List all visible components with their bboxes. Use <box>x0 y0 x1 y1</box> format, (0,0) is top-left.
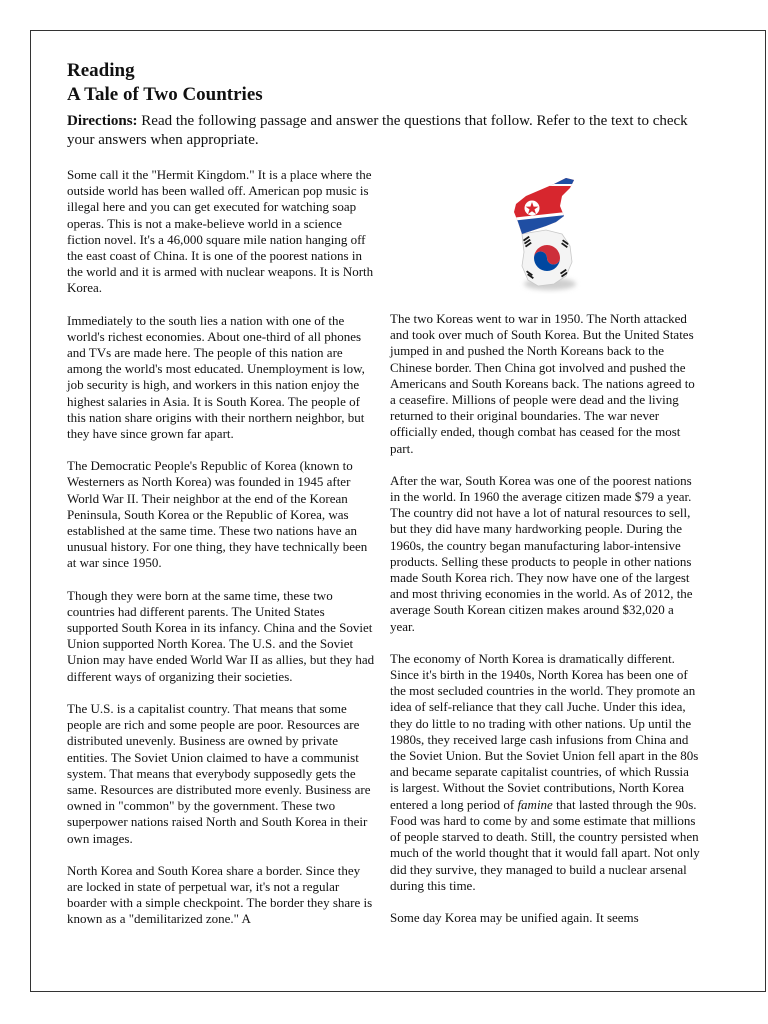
page-title: A Tale of Two Countries <box>67 84 263 105</box>
korea-flag-map-icon <box>510 176 584 294</box>
paragraph-parents: Though they were born at the same time, these two countries had different parents. The United States supported South Korea in its infancy. China and the Soviet Union supported North Korea. The U.S. and the Soviet Union may have ended World War II as allies, but they had different ways of organizing their societies. <box>67 587 375 684</box>
paragraph-korean-war: The two Koreas went to war in 1950. The North attacked and took over much of South Korea. But the United States jumped in and pushed the North Koreans back to the Chinese border. Then China got involved and pushed the Americans and South Koreans back. The nations agreed to a ceasefire. Millions of people were dead and the living returned to their original boundaries. The war never officially ended, though combat has ceased for the most part. <box>390 311 695 456</box>
directions-label: Directions: <box>67 113 138 129</box>
directions <box>67 112 707 150</box>
paragraph-south-korea-intro: Immediately to the south lies a nation with one of the world's richest economies. About one-third of all phones and TVs are made here. The people of this nation are among the world's most educated. Unemployment is low, job security is high, and workers in this nation enjoy the highest salaries in Asia. It is South Korea. The people of this nation share origins with their northern neighbor, but they have since grown far apart. <box>67 312 365 442</box>
italic-term-famine: famine <box>517 796 553 812</box>
paragraph-south-korea-economy: After the war, South Korea was one of the poorest nations in the world. In 1960 the average citizen made $79 a year. The country did not have a lot of natural resources to sell, but they did have many hardworking people. During the 1960s, the country began manufacturing labor-intensive products. Selling these products to people in other nations made South Korea rich. They now have one of the largest and most thriving economies in the world. As of 2012, the average South Korean citizen makes around $32,020 a year. <box>390 472 693 634</box>
paragraph-north-korea-economy <box>390 651 700 894</box>
directions-text: Read the following passage and answer the questions that follow. Refer to the text to check your answers when appropriate. <box>67 113 688 148</box>
economy-text-part-1: The economy of North Korea is dramatically different. Since it's birth in the 1940s, North Korea has been one of the most secluded countries in the world. They promote an idea of self-reliance that they call Juche. Under this idea, they do little to no trading with other nations. Up until the 1980s, they received large cash infusions from China and the Soviet Union. But the Soviet Union fell apart in the 80s and became separate capitalist countries, of which Russia is largest. Without the Soviet contributions, North Korea entered a long period of <box>390 650 699 812</box>
left-column <box>67 167 379 944</box>
economy-text-part-2: that lasted through the 90s. Food was hard to come by and some estimate that millions of people starved to death. Still, the country persisted when much of the world thought that it would fall apart. Not only did they survive, they managed to build a nuclear arsenal during this time. <box>390 796 700 893</box>
paragraph-unification: Some day Korea may be unified again. It seems <box>390 909 639 925</box>
paragraph-capitalism-communism: The U.S. is a capitalist country. That means that some people are rich and some people are poor. Resources are distributed unevenly. Business are owned by private entities. The Soviet Union claimed to have a communist system. That means that everybody supposedly gets the same. Resources are distributed more evenly. Business are owned in "common" by the government. These two superpower nations raised North and South Korea in their own images. <box>67 700 371 846</box>
page-heading <box>67 59 263 107</box>
paragraph-founding: The Democratic People's Republic of Korea (known to Westerners as North Korea) was founded in 1945 after World War II. Their neighbor at the end of the Korean Peninsula, South Korea or the Republic of Korea, was established at the same time. These two nations have an unusual history. For one thing, they have technically been at war since 1950. <box>67 458 368 571</box>
paragraph-border: North Korea and South Korea share a border. Since they are locked in state of perpetual war, it's not a regular boarder with a simple checkpoint. The border they share is known as a "demilitarized zone." A <box>67 862 373 927</box>
paragraph-hermit-kingdom: Some call it the "Hermit Kingdom." It is a place where the outside world has been walled off. American pop music is illegal here and you can get executed for watching soap operas. This is not a make-believe world in a science fiction novel. It's a 46,000 square mile nation hanging off the east coast of China. It is one of the poorest nations in the world and it is armed with nuclear weapons. It is North Korea. <box>67 167 374 296</box>
right-column <box>390 311 700 942</box>
section-label: Reading <box>67 60 135 81</box>
